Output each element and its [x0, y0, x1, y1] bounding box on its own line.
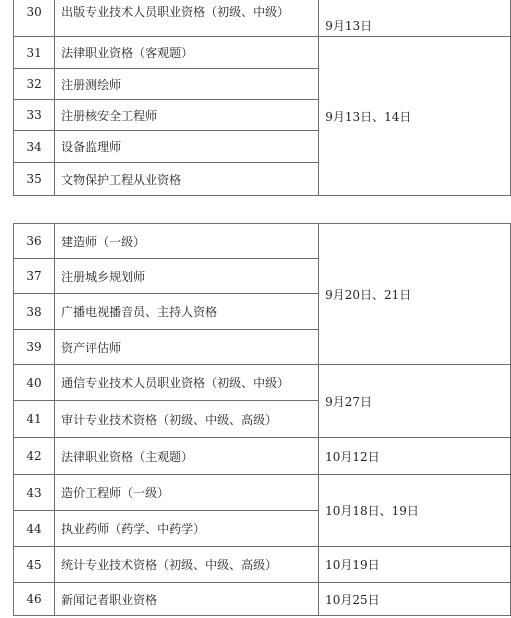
exam-name: 法律职业资格（主观题）	[55, 438, 319, 475]
exam-date: 9月20日、21日	[319, 224, 511, 365]
exam-name: 建造师（一级）	[55, 224, 319, 259]
exam-schedule-table-2	[13, 223, 511, 616]
exam-name: 资产评估师	[55, 330, 319, 365]
exam-name: 通信专业技术人员职业资格（初级、中级）	[55, 365, 319, 401]
table-row	[14, 475, 511, 511]
table-row	[14, 583, 511, 616]
table-row	[14, 547, 511, 583]
row-number: 38	[14, 294, 55, 330]
exam-name: 统计专业技术资格（初级、中级、高级）	[55, 547, 319, 583]
exam-name: 法律职业资格（客观题）	[55, 37, 319, 69]
exam-name: 设备监理师	[55, 131, 319, 163]
table-row	[14, 0, 511, 37]
table-row	[14, 438, 511, 475]
row-number: 34	[14, 131, 55, 163]
table-row	[14, 365, 511, 401]
row-number: 45	[14, 547, 55, 583]
exam-name: 新闻记者职业资格	[55, 583, 319, 616]
row-number: 36	[14, 224, 55, 259]
exam-date: 9月13日	[319, 0, 511, 37]
table-row	[14, 224, 511, 259]
exam-name: 出版专业技术人员职业资格（初级、中级）	[55, 0, 319, 37]
row-number: 30	[14, 0, 55, 37]
exam-date: 10月19日	[319, 547, 511, 583]
row-number: 41	[14, 401, 55, 438]
exam-date: 9月13日、14日	[319, 37, 511, 196]
exam-date: 10月12日	[319, 438, 511, 475]
exam-name: 文物保护工程从业资格	[55, 163, 319, 196]
row-number: 40	[14, 365, 55, 401]
row-number: 44	[14, 511, 55, 547]
exam-name: 执业药师（药学、中药学）	[55, 511, 319, 547]
row-number: 32	[14, 69, 55, 100]
row-number: 46	[14, 583, 55, 616]
row-number: 43	[14, 475, 55, 511]
table-row	[14, 37, 511, 69]
row-number: 37	[14, 259, 55, 294]
exam-name: 注册核安全工程师	[55, 100, 319, 131]
row-number: 31	[14, 37, 55, 69]
row-number: 33	[14, 100, 55, 131]
exam-name: 注册测绘师	[55, 69, 319, 100]
row-number: 39	[14, 330, 55, 365]
exam-date: 10月18日、19日	[319, 475, 511, 547]
row-number: 35	[14, 163, 55, 196]
exam-schedule-table-1	[13, 0, 511, 196]
exam-name: 广播电视播音员、主持人资格	[55, 294, 319, 330]
row-number: 42	[14, 438, 55, 475]
exam-name: 审计专业技术资格（初级、中级、高级）	[55, 401, 319, 438]
exam-name: 注册城乡规划师	[55, 259, 319, 294]
exam-name: 造价工程师（一级）	[55, 475, 319, 511]
exam-date: 9月27日	[319, 365, 511, 438]
exam-date: 10月25日	[319, 583, 511, 616]
